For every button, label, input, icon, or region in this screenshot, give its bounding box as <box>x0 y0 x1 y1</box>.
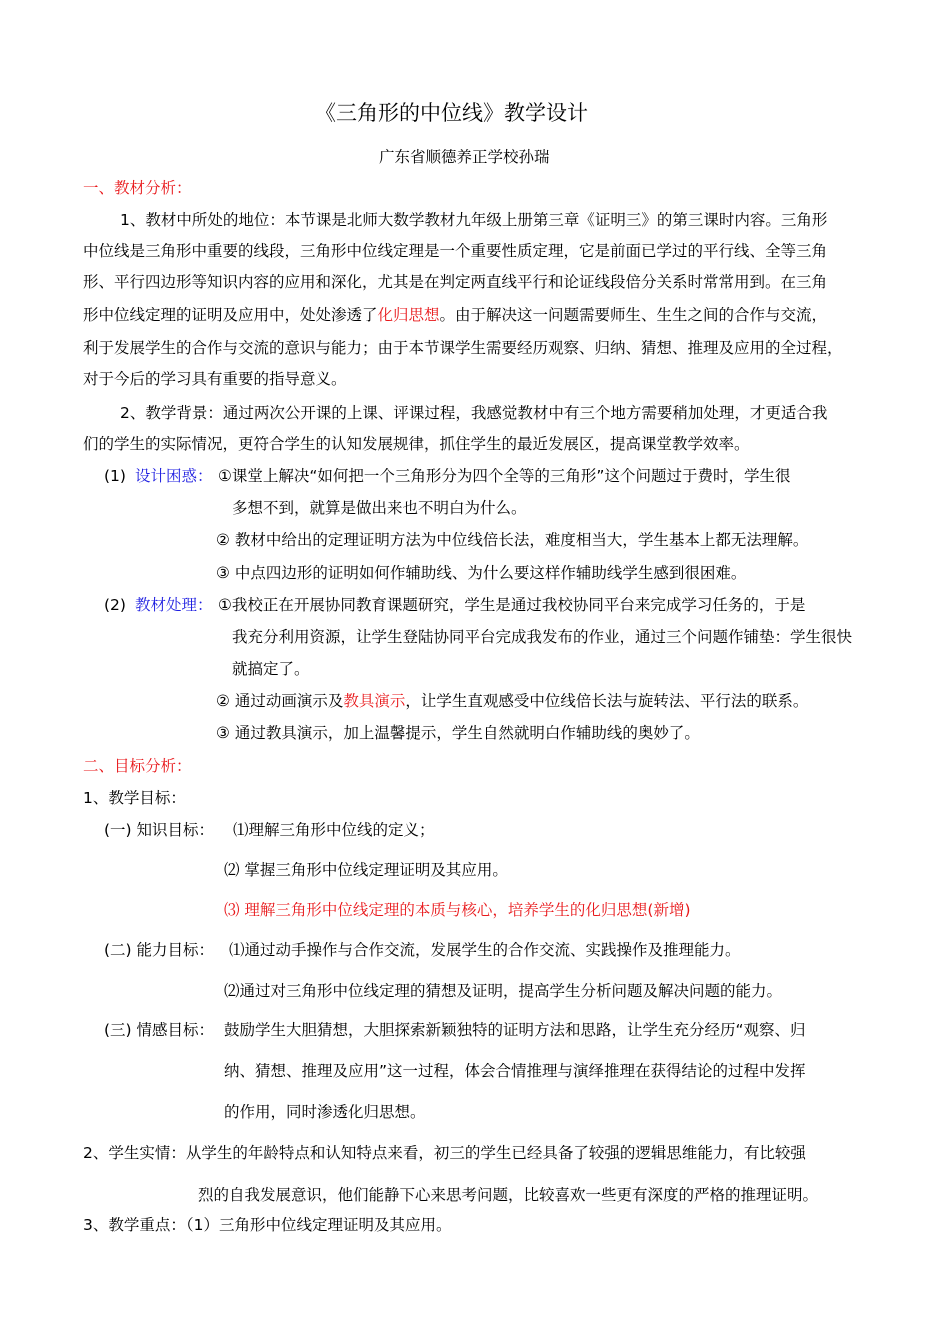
subheading: 1、教学目标： <box>83 789 186 807</box>
paragraph-line: 3、教学重点：（1）三角形中位线定理证明及其应用。 <box>83 1216 452 1234</box>
author-line: 广东省顺德养正学校孙瑞 <box>379 148 550 166</box>
page-title: 《三角形的中位线》教学设计 <box>315 101 588 125</box>
goal-line: ⑴通过动手操作与合作交流，发展学生的合作交流、实践操作及推理能力。 <box>229 941 741 959</box>
list-line: ①课堂上解决“如何把一个三角形分为四个全等的三角形”这个问题过于费时，学生很 <box>218 467 791 485</box>
list-number: (2) <box>104 596 126 614</box>
list-line: 多想不到，就算是做出来也不明白为什么。 <box>232 499 527 517</box>
goal-line: 的作用，同时渗透化归思想。 <box>224 1103 426 1121</box>
goal-line-new: ⑶ 理解三角形中位线定理的本质与核心，培养学生的化归思想(新增) <box>224 901 691 919</box>
goal-label: (三) 情感目标： <box>104 1021 215 1039</box>
text-run: ② 通过动画演示及 <box>216 692 344 710</box>
paragraph-line <box>83 305 827 325</box>
paragraph-line: 2、学生实情：从学生的年龄特点和认知特点来看，初三的学生已经具备了较强的逻辑思维能力，有比较强 <box>83 1144 806 1162</box>
list-line <box>216 691 808 711</box>
section-heading-goal-analysis: 二、目标分析： <box>83 757 192 775</box>
section-heading-material-analysis: 一、教材分析： <box>83 179 192 197</box>
paragraph-line: 对于今后的学习具有重要的指导意义。 <box>83 370 347 388</box>
text-run: 形中位线定理的证明及应用中，处处渗透了 <box>83 306 378 324</box>
list-line: ③ 通过教具演示，加上温馨提示，学生自然就明白作辅助线的奥妙了。 <box>216 724 700 742</box>
list-line: ①我校正在开展协同教育课题研究，学生是通过我校协同平台来完成学习任务的，于是 <box>218 596 806 614</box>
list-line: ② 教材中给出的定理证明方法为中位线倍长法，难度相当大，学生基本上都无法理解。 <box>216 531 809 549</box>
highlight-text: 教具演示 <box>343 692 406 710</box>
goal-label: (一) 知识目标： <box>104 821 215 839</box>
goal-line: ⑴理解三角形中位线的定义； <box>233 821 435 839</box>
paragraph-line: 们的学生的实际情况，更符合学生的认知发展规律，抓住学生的最近发展区，提高课堂教学效率。 <box>83 435 750 453</box>
goal-line: 鼓励学生大胆猜想，大胆探索新颖独特的证明方法和思路，让学生充分经历“观察、归 <box>224 1021 806 1039</box>
goal-label: (二) 能力目标： <box>104 941 215 959</box>
text-run: 。由于解决这一问题需要师生、生生之间的合作与交流， <box>439 306 828 324</box>
list-label: 教材处理： <box>135 596 213 614</box>
paragraph-line: 利于发展学生的合作与交流的意识与能力；由于本节课学生需要经历观察、归纳、猜想、推理及应用的全过程， <box>83 339 843 357</box>
paragraph-line: 1、教材中所处的地位：本节课是北师大数学教材九年级上册第三章《证明三》的第三课时内容。三角形 <box>120 211 828 229</box>
list-line: ③ 中点四边形的证明如何作辅助线、为什么要这样作辅助线学生感到很困难。 <box>216 564 747 582</box>
highlight-text: 化归思想 <box>377 306 440 324</box>
goal-line: 纳、猜想、推理及应用”这一过程，体会合情推理与演绎推理在获得结论的过程中发挥 <box>224 1062 806 1080</box>
list-number: (1) <box>104 467 126 485</box>
list-label: 设计困惑： <box>135 467 213 485</box>
paragraph-line: 烈的自我发展意识，他们能静下心来思考问题，比较喜欢一些更有深度的严格的推理证明。 <box>198 1186 819 1204</box>
list-line: 就搞定了。 <box>232 660 310 678</box>
paragraph-line: 2、教学背景：通过两次公开课的上课、评课过程，我感觉教材中有三个地方需要稍加处理，才更适合我 <box>120 404 828 422</box>
goal-line: ⑵ 掌握三角形中位线定理证明及其应用。 <box>224 861 508 879</box>
list-line: 我充分利用资源，让学生登陆协同平台完成我发布的作业，通过三个问题作铺垫：学生很快 <box>232 628 853 646</box>
text-run: ，让学生直观感受中位线倍长法与旋转法、平行法的联系。 <box>405 692 809 710</box>
paragraph-line: 中位线是三角形中重要的线段，三角形中位线定理是一个重要性质定理，它是前面已学过的平行线、全等三角 <box>83 242 828 260</box>
paragraph-line: 形、平行四边形等知识内容的应用和深化，尤其是在判定两直线平行和论证线段倍分关系时常常用到。在三角 <box>83 273 828 291</box>
goal-line: ⑵通过对三角形中位线定理的猜想及证明，提高学生分析问题及解决问题的能力。 <box>224 982 783 1000</box>
